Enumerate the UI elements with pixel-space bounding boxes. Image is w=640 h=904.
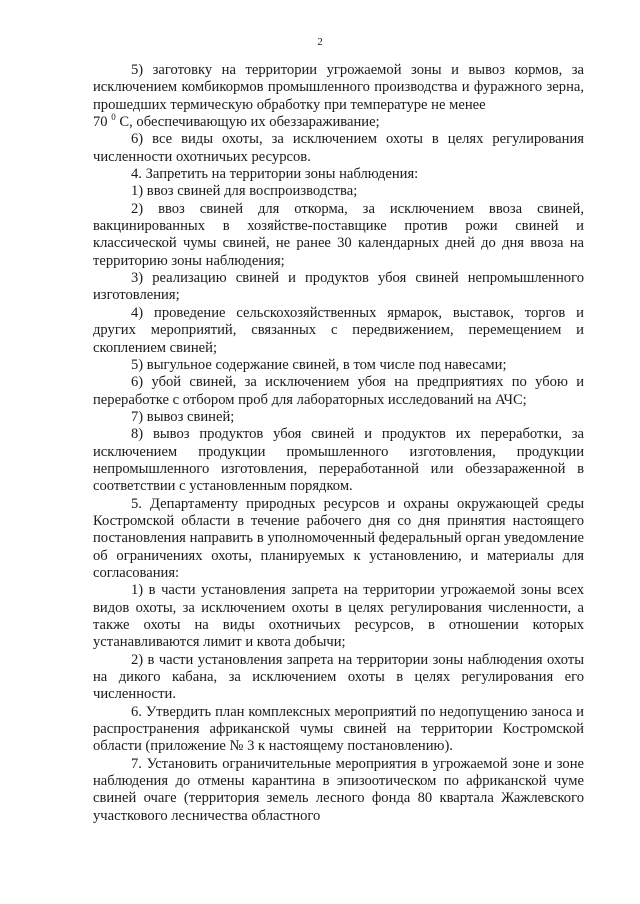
degree-superscript: 0 bbox=[111, 112, 116, 123]
paragraph-6: 3) реализацию свиней и продуктов убоя свиней непромышленного изготовления; bbox=[93, 270, 584, 304]
paragraph-10: 7) вывоз свиней; bbox=[131, 408, 235, 425]
temperature-value: 70 bbox=[93, 114, 108, 131]
paragraph-16: 7. Установить ограничительные мероприятия в угрожаемой зоне и зоне наблюдения до отмены карантина в эпизоотическом по африканской чуме свиней очаге (территория земель лесного фонда 80 квартала Жажлевского участкового лесничества областного bbox=[93, 755, 584, 824]
paragraph-2: 6) все виды охоты, за исключением охоты в целях регулирования численности охотничьих ресурсов. bbox=[93, 131, 584, 165]
paragraph-8: 5) выгульное содержание свиней, в том числе под навесами; bbox=[131, 356, 507, 373]
paragraph-7: 4) проведение сельскохозяйственных ярмарок, выставок, торгов и других мероприятий, связанных с передвижением, перемещением и скоплением свиней; bbox=[93, 304, 584, 356]
paragraph-15: 6. Утвердить план комплексных мероприятий по недопущению заноса и распространения африканской чумы свиней на территории Костромской области (приложение № 3 к настоящему постановлению). bbox=[93, 703, 584, 755]
paragraph-11: 8) вывоз продуктов убоя свиней и продуктов их переработки, за исключением продукции промышленного изготовления, продукции непромышленного изготовления, переработанной или обеззараженной в соответствии с установленным порядком. bbox=[93, 426, 584, 495]
paragraph-9: 6) убой свиней, за исключением убоя на предприятиях по убою и переработке с отбором проб для лабораторных исследований на АЧС; bbox=[93, 374, 584, 408]
paragraph-5: 2) ввоз свиней для откорма, за исключением ввоза свиней, вакцинированных в хозяйстве-поставщике против рожи свиней и классической чумы свиней, не ранее 30 календарных дней до дня ввоза на территорию зоны наблюдения; bbox=[93, 200, 584, 269]
document-body bbox=[93, 62, 584, 825]
paragraph-1-text: 5) заготовку на территории угрожаемой зоны и вывоз кормов, за исключением комбикормов промышленного производства и фуражного зерна, прошедших термическую обработку при температуре не менее bbox=[93, 62, 584, 113]
paragraph-3: 4. Запретить на территории зоны наблюдения: bbox=[131, 166, 419, 183]
temperature-rest: С, обеспечивающую их обеззараживание; bbox=[115, 114, 380, 131]
page-number: 2 bbox=[317, 36, 323, 48]
paragraph-12: 5. Департаменту природных ресурсов и охраны окружающей среды Костромской области в течение рабочего дня со дня принятия настоящего постановления направить в уполномоченный федеральный орган уведомление об ограничениях охоты, планируемых к установлению, и материалы для согласования: bbox=[93, 495, 584, 581]
paragraph-14: 2) в части установления запрета на территории зоны наблюдения охоты на дикого кабана, за исключением охоты в целях регулирования его численности. bbox=[93, 651, 584, 703]
paragraph-1 bbox=[93, 62, 584, 131]
paragraph-13: 1) в части установления запрета на территории угрожаемой зоны всех видов охоты, за исключением охоты в целях регулирования численности, а также охоты на виды охотничьих ресурсов, в отношении которых устанавливаются лимит и квота добычи; bbox=[93, 582, 584, 651]
paragraph-4: 1) ввоз свиней для воспроизводства; bbox=[131, 183, 358, 200]
